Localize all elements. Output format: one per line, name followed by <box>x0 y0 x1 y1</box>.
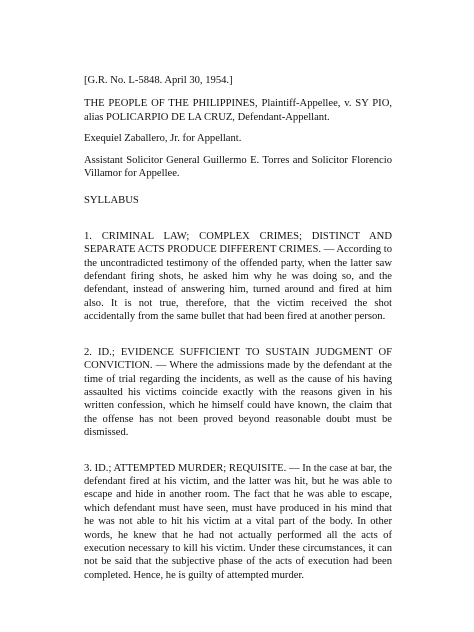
case-reference: [G.R. No. L-5848. April 30, 1954.] <box>84 75 233 86</box>
syllabus-heading: SYLLABUS <box>84 195 139 207</box>
counsel-appellee: Assistant Solicitor General Guillermo E. Torres and Solicitor Florencio Villamor for Appellee. <box>84 154 392 180</box>
syllabus-item: 2. ID.; EVIDENCE SUFFICIENT TO SUSTAIN JUDGMENT OF CONVICTION. — Where the admissions made by the defendant at the time of trial regarding the incidents, as well as the cause of his having assaulted his victims coincide exactly with the reasons given in his written confession, which he himself could have known, the claim that the offense has not been proved beyond reasonable doubt must be dismissed. <box>84 346 392 439</box>
document-page <box>84 74 392 604</box>
syllabus-item: 1. CRIMINAL LAW; COMPLEX CRIMES; DISTINCT AND SEPARATE ACTS PRODUCE DIFFERENT CRIMES. — According to the uncontradicted testimony of the offended party, when the latter saw defendant firing shots, he asked him why he was doing so, and the defendant, instead of answering him, turned around and fired at him also. It is not true, therefore, that the victim received the shot accidentally from the same bullet that had been fired at another person. <box>84 230 392 323</box>
counsel-appellant: Exequiel Zaballero, Jr. for Appellant. <box>84 133 242 145</box>
syllabus-item: 3. ID.; ATTEMPTED MURDER; REQUISITE. — In the case at bar, the defendant fired at his victim, and the latter was hit, but he was able to escape and hide in another room. The fact that he was able to escape, which defendant must have seen, must have produced in his mind that he was not able to hit his victim at a vital part of the body. In other words, he knew that he had not actually performed all the acts of execution necessary to kill his victim. Under these circumstances, it can not be said that the subjective phase of the acts of execution had been completed. Hence, he is guilty of attempted murder. <box>84 462 392 581</box>
case-parties: THE PEOPLE OF THE PHILIPPINES, Plaintiff-Appellee, v. SY PIO, alias POLICARPIO DE LA CRUZ, Defendant-Appellant. <box>84 98 392 123</box>
